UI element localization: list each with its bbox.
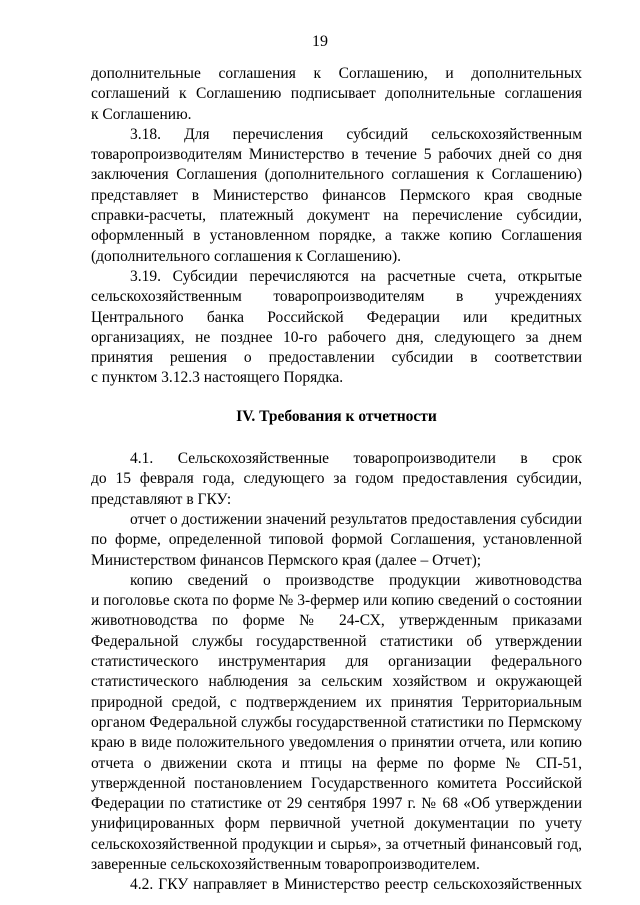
text-line: 3.19. Субсидии перечисляются на расчетные счета, открытые (130, 267, 582, 285)
text-line: организациях, не позднее 10-го рабочего дня, следующего за днем (91, 328, 582, 346)
paragraph-livestock-copy (91, 571, 582, 875)
text-line: представляет в Министерство финансов Пермского края сводные (91, 186, 582, 204)
text-line: Министерством финансов Пермского края (далее – Отчет); (91, 551, 482, 569)
text-line: Федерации по статистике от 29 сентября 1997 г. № 68 «Об утверждении (91, 795, 582, 813)
text-line: статистического инструментария для организации федерального (91, 653, 582, 671)
section-heading: IV. Требования к отчетности (236, 407, 437, 425)
text-line: принятия решения о предоставлении субсидии в соответствии (91, 349, 582, 367)
text-line: представляют в ГКУ: (91, 490, 232, 508)
text-line: и поголовье скота по форме № 3-фермер или копию сведений о состоянии (91, 592, 582, 610)
text-line: Федеральной службы государственной статистики об утверждении (91, 632, 582, 650)
document-body (91, 64, 582, 896)
text-line: товаропроизводителям Министерство в течение 5 рабочих дней со дня (91, 146, 582, 164)
text-line: утвержденной постановлением Государственного комитета Российской (91, 774, 582, 792)
text-line: до 15 февраля года, следующего за годом предоставления субсидии, (91, 470, 582, 488)
text-line: к Соглашению. (91, 105, 192, 123)
text-line: унифицированных форм первичной учетной документации по учету (91, 815, 582, 833)
text-line: с пунктом 3.12.3 настоящего Порядка. (91, 369, 344, 387)
page-number: 19 (312, 33, 328, 50)
text-line: краю в виде положительного уведомления о принятии отчета, или копию (91, 734, 582, 752)
text-line: заключения Соглашения (дополнительного соглашения к Соглашению) (91, 166, 582, 184)
text-line: животноводства по форме № 24-СХ, утвержденным приказами (91, 612, 582, 630)
text-line: отчет о достижении значений результатов предоставления субсидии (130, 510, 582, 528)
paragraph-3-19 (91, 267, 582, 389)
text-line: 4.2. ГКУ направляет в Министерство реестр сельскохозяйственных (130, 876, 582, 894)
text-line: Центрального банка Российской Федерации или кредитных (91, 308, 582, 326)
text-line: копию сведений о производстве продукции животноводства (130, 571, 582, 589)
text-line: статистического наблюдения за сельским хозяйством и окружающей (91, 673, 582, 691)
paragraph-4-1 (91, 449, 582, 510)
text-line: 4.1. Сельскохозяйственные товаропроизводители в срок (130, 450, 582, 468)
text-line: органом Федеральной службы государственной статистики по Пермскому (91, 713, 582, 731)
paragraph-3-18 (91, 125, 582, 267)
text-line: природной средой, с подтверждением их принятия Территориальным (91, 693, 582, 711)
text-line: справки-расчеты, платежный документ на перечисление субсидии, (91, 207, 582, 225)
text-line: (дополнительного соглашения к Соглашению). (91, 247, 401, 265)
paragraph-additional-agreements (91, 64, 582, 125)
text-line: сельскохозяйственным товаропроизводителям в учреждениях (91, 288, 582, 306)
text-line: оформленный в установленном порядке, а также копию Соглашения (91, 227, 582, 245)
paragraph-report (91, 510, 582, 571)
text-line: заверенные сельскохозяйственным товаропроизводителем. (91, 855, 480, 873)
text-line: дополнительные соглашения к Соглашению, и дополнительных (91, 65, 582, 82)
text-line: 3.18. Для перечисления субсидий сельскохозяйственным (130, 125, 582, 143)
text-line: отчета о движении скота и птицы на ферме по форме № СП-51, (91, 754, 582, 772)
text-line: соглашений к Соглашению подписывает дополнительные соглашения (91, 85, 582, 103)
paragraph-4-2 (91, 875, 582, 895)
text-line: по форме, определенной типовой формой Соглашения, установленной (91, 531, 582, 549)
text-line: сельскохозяйственной продукции и сырья», за отчетный финансовый год, (91, 835, 582, 853)
